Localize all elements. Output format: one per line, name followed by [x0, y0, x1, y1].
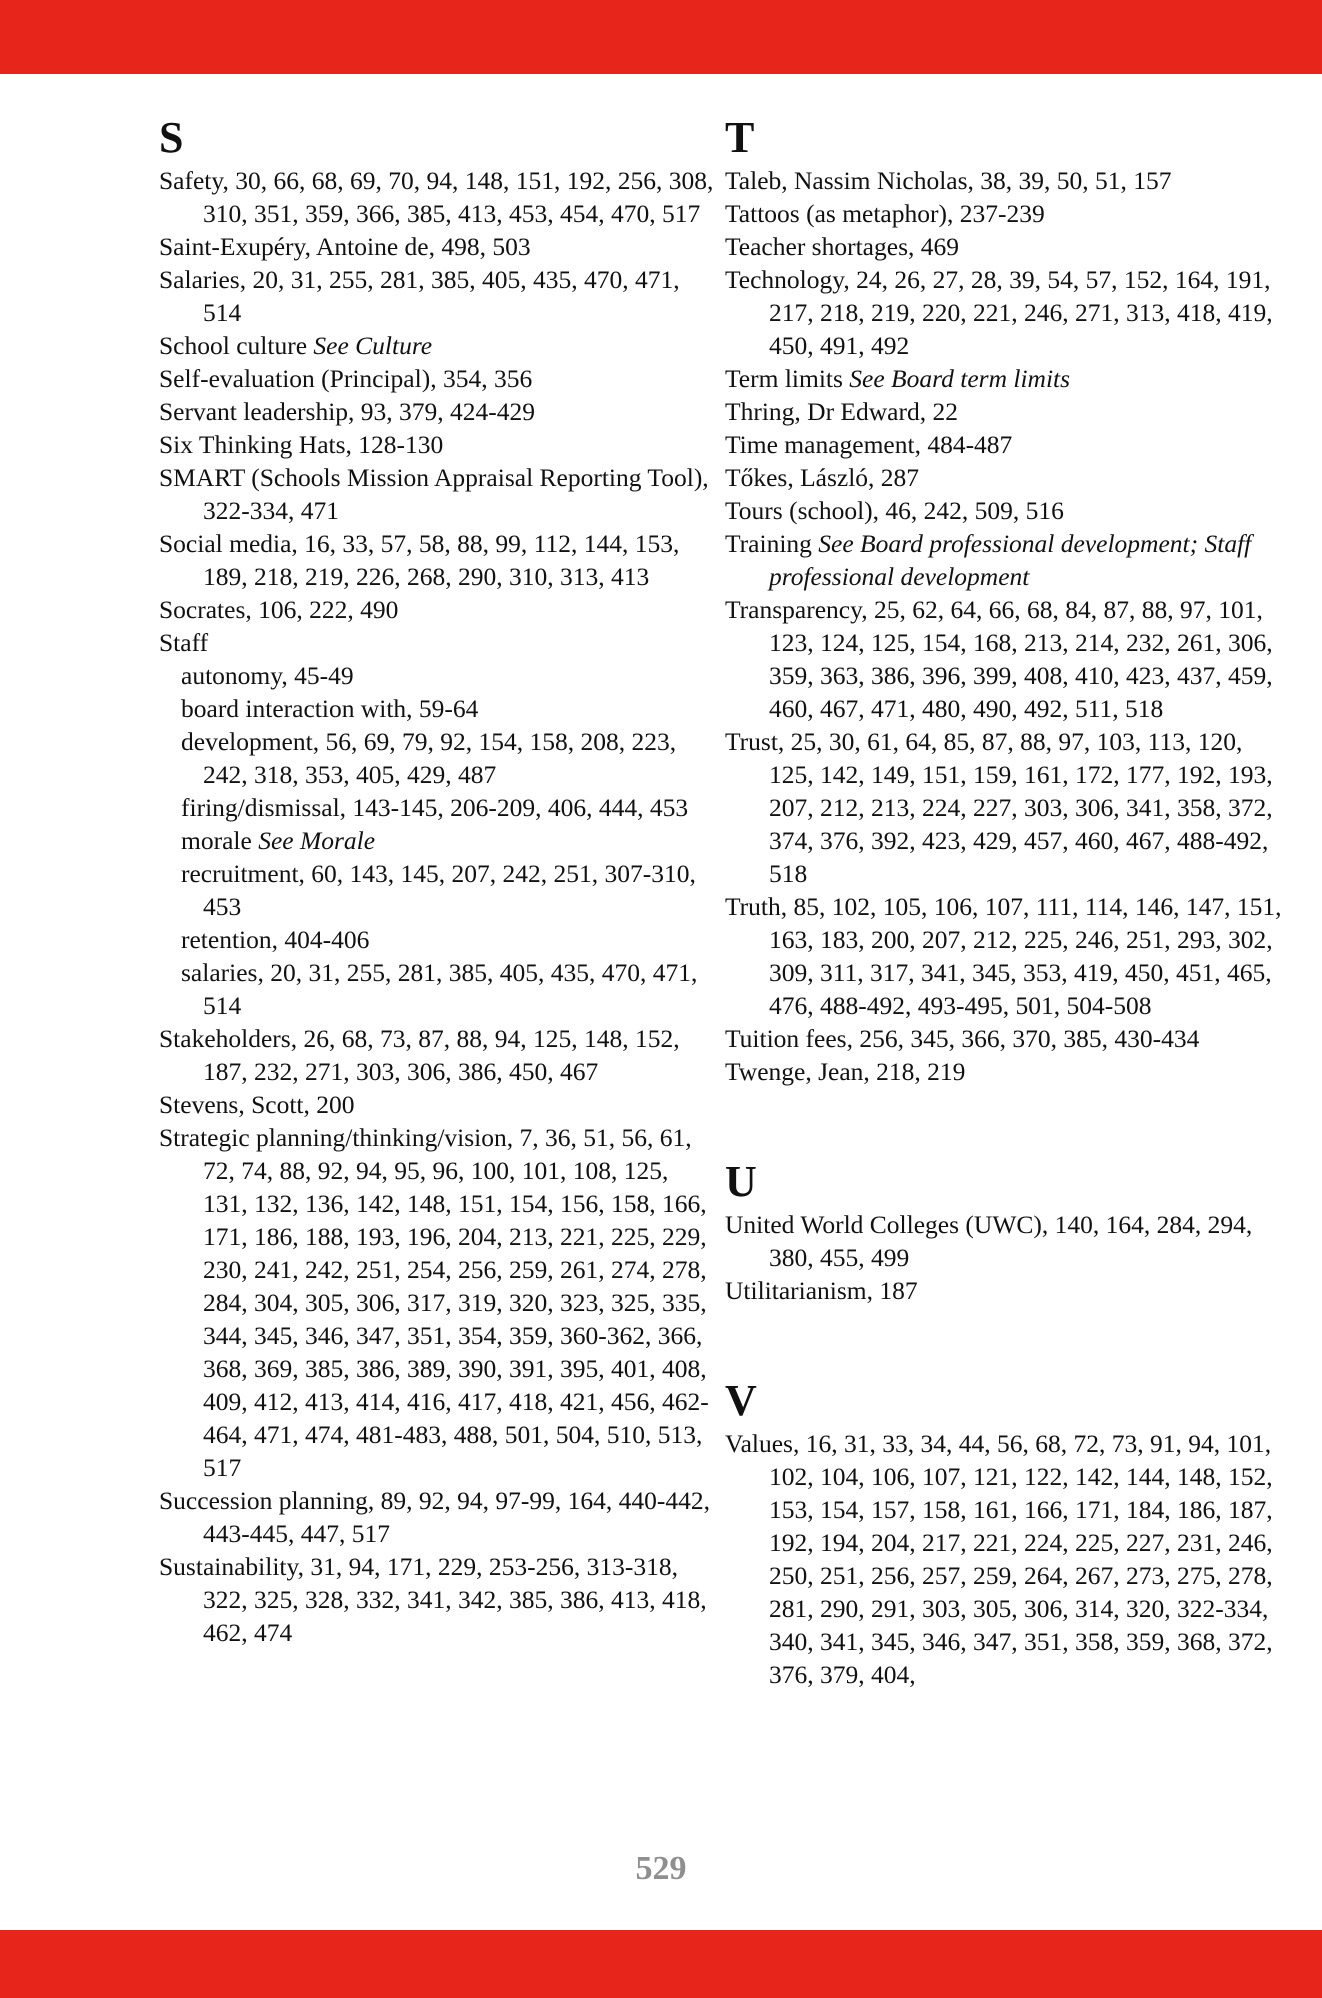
- index-entry: [159, 461, 719, 527]
- entry-text: Taleb, Nassim Nicholas, 38, 39, 50, 51, 157: [725, 166, 1172, 195]
- index-entry: [159, 1022, 719, 1088]
- section-letter: V: [725, 1376, 757, 1425]
- see-reference: See Board term limits: [849, 364, 1071, 393]
- entry-text: autonomy, 45-49: [181, 661, 354, 690]
- entry-text: Six Thinking Hats, 128-130: [159, 430, 444, 459]
- index-entry: [725, 890, 1285, 1022]
- index-column-right: [725, 110, 1285, 1691]
- entry-text: United World Colleges (UWC), 140, 164, 284, 294, 380, 455, 499: [725, 1210, 1253, 1272]
- index-subentry: [159, 692, 719, 725]
- index-column-left: [159, 110, 719, 1649]
- index-entry: [725, 593, 1285, 725]
- entry-text: Self-evaluation (Principal), 354, 356: [159, 364, 533, 393]
- entry-text: Tuition fees, 256, 345, 366, 370, 385, 430-434: [725, 1024, 1200, 1053]
- entry-text: board interaction with, 59-64: [181, 694, 479, 723]
- entry-text: SMART (Schools Mission Appraisal Reporting Tool), 322-334, 471: [159, 463, 709, 525]
- index-entry: [159, 164, 719, 230]
- see-reference: See Culture: [313, 331, 433, 360]
- index-entry: [725, 494, 1285, 527]
- index-entry: [159, 395, 719, 428]
- entry-text: Safety, 30, 66, 68, 69, 70, 94, 148, 151, 192, 256, 308, 310, 351, 359, 366, 385, 413, 453, 454, 470, 517: [159, 166, 714, 228]
- index-subentry: [159, 725, 719, 791]
- bottom-color-band: [0, 1930, 1322, 1998]
- index-entry: [725, 428, 1285, 461]
- entry-text: Transparency, 25, 62, 64, 66, 68, 84, 87, 88, 97, 101, 123, 124, 125, 154, 168, 213, 214, 232, 261, 306, 359, 363, 386, 396, 399, 408, 410, 423, 437, 459, 460, 467, 471, 480, 490, 492, 511, 518: [725, 595, 1273, 723]
- entry-text: Strategic planning/thinking/vision, 7, 36, 51, 56, 61, 72, 74, 88, 92, 94, 95, 96, 100, 101, 108, 125, 131, 132, 136, 142, 148, 151, 154, 156, 158, 166, 171, 186, 188, 193, 196, 204, 213, 221, 225, 229, 230, 241, 242, 251, 254, 256, 259, 261, 274, 278, 284, 304, 305, 306, 317, 319, 320, 323, 325, 335, 344, 345, 346, 347, 351, 354, 359, 360-362, 366, 368, 369, 385, 386, 389, 390, 391, 395, 401, 408, 409, 412, 413, 414, 416, 417, 418, 421, 456, 462-464, 471, 474, 481-483, 488, 501, 504, 510, 513, 517: [159, 1123, 709, 1482]
- entry-text: Tattoos (as metaphor), 237-239: [725, 199, 1045, 228]
- entry-text: Socrates, 106, 222, 490: [159, 595, 399, 624]
- entry-text: retention, 404-406: [181, 925, 370, 954]
- index-section-u: [725, 1158, 1285, 1307]
- entry-text: Utilitarianism, 187: [725, 1276, 918, 1305]
- section-letter: U: [725, 1157, 757, 1206]
- entry-text: Time management, 484-487: [725, 430, 1013, 459]
- page-number: 529: [635, 1850, 687, 1887]
- index-entry: [725, 197, 1285, 230]
- entry-text: Twenge, Jean, 218, 219: [725, 1057, 966, 1086]
- index-entry: [159, 230, 719, 263]
- index-subentry: [159, 824, 719, 857]
- index-entry: [159, 329, 719, 362]
- index-entry: [725, 1208, 1285, 1274]
- entry-text: Salaries, 20, 31, 255, 281, 385, 405, 435, 470, 471, 514: [159, 265, 680, 327]
- index-entry: [725, 1427, 1285, 1691]
- index-entry: [725, 527, 1285, 593]
- entry-text: Values, 16, 31, 33, 34, 44, 56, 68, 72, 73, 91, 94, 101, 102, 104, 106, 107, 121, 122, 142, 144, 148, 152, 153, 154, 157, 158, 161, 166, 171, 184, 186, 187, 192, 194, 204, 217, 221, 224, 225, 227, 231, 246, 250, 251, 256, 257, 259, 264, 267, 273, 275, 278, 281, 290, 291, 303, 305, 306, 314, 320, 322-334, 340, 341, 345, 346, 347, 351, 358, 359, 368, 372, 376, 379, 404,: [725, 1429, 1273, 1689]
- entry-text: Training: [725, 529, 819, 558]
- entry-text: Staff: [159, 628, 209, 657]
- section-letter: S: [159, 113, 184, 162]
- entry-text: Trust, 25, 30, 61, 64, 85, 87, 88, 97, 103, 113, 120, 125, 142, 149, 151, 159, 161, 172, 177, 192, 193, 207, 212, 213, 224, 227, 303, 306, 341, 358, 372, 374, 376, 392, 423, 429, 457, 460, 467, 488-492, 518: [725, 727, 1273, 888]
- index-entry: [725, 1055, 1285, 1088]
- index-subentry: [159, 923, 719, 956]
- entry-text: salaries, 20, 31, 255, 281, 385, 405, 435, 470, 471, 514: [181, 958, 698, 1020]
- entry-text: Saint-Exupéry, Antoine de, 498, 503: [159, 232, 531, 261]
- index-entry: [725, 263, 1285, 362]
- entry-text: recruitment, 60, 143, 145, 207, 242, 251, 307-310, 453: [181, 859, 696, 921]
- entry-text: School culture: [159, 331, 314, 360]
- entry-text: Tours (school), 46, 242, 509, 516: [725, 496, 1064, 525]
- index-subentry: [159, 659, 719, 692]
- index-entry: [159, 1484, 719, 1550]
- entry-text: Succession planning, 89, 92, 94, 97-99, 164, 440-442, 443-445, 447, 517: [159, 1486, 711, 1548]
- section-letter: T: [725, 113, 755, 162]
- index-entry: [159, 1088, 719, 1121]
- index-entry: [159, 362, 719, 395]
- entry-text: Thring, Dr Edward, 22: [725, 397, 958, 426]
- top-color-band: [0, 0, 1322, 74]
- entry-text: Stevens, Scott, 200: [159, 1090, 355, 1119]
- index-entry: [159, 593, 719, 626]
- index-subentry: [159, 857, 719, 923]
- entry-text: firing/dismissal, 143-145, 206-209, 406, 444, 453: [181, 793, 689, 822]
- entry-text: Stakeholders, 26, 68, 73, 87, 88, 94, 125, 148, 152, 187, 232, 271, 303, 306, 386, 450, 467: [159, 1024, 680, 1086]
- entry-text: development, 56, 69, 79, 92, 154, 158, 208, 223, 242, 318, 353, 405, 429, 487: [181, 727, 677, 789]
- entry-text: Teacher shortages, 469: [725, 232, 959, 261]
- entry-text: Term limits: [725, 364, 850, 393]
- index-section-t: [725, 114, 1285, 1088]
- index-subentry: [159, 791, 719, 824]
- index-entry: [725, 395, 1285, 428]
- entry-text: morale: [181, 826, 259, 855]
- see-reference: See Morale: [258, 826, 376, 855]
- entry-text: Servant leadership, 93, 379, 424-429: [159, 397, 536, 426]
- entry-text: Sustainability, 31, 94, 171, 229, 253-256, 313-318, 322, 325, 328, 332, 341, 342, 385, 386, 413, 418, 462, 474: [159, 1552, 707, 1647]
- entry-text: Social media, 16, 33, 57, 58, 88, 99, 112, 144, 153, 189, 218, 219, 226, 268, 290, 310, 313, 413: [159, 529, 680, 591]
- index-entry: [725, 725, 1285, 890]
- index-entry: [159, 428, 719, 461]
- index-entry: [725, 1022, 1285, 1055]
- index-entry: [725, 164, 1285, 197]
- index-entry: [725, 1274, 1285, 1307]
- index-entry: [159, 1121, 719, 1484]
- index-entry: [159, 263, 719, 329]
- entry-text: Technology, 24, 26, 27, 28, 39, 54, 57, 152, 164, 191, 217, 218, 219, 220, 221, 246, 271, 313, 418, 419, 450, 491, 492: [725, 265, 1273, 360]
- index-section-s: [159, 114, 719, 1649]
- index-section-v: [725, 1377, 1285, 1691]
- index-entry: [725, 461, 1285, 494]
- see-reference: See Board professional development; Staff professional development: [769, 529, 1252, 591]
- index-entry: [159, 527, 719, 593]
- entry-text: Truth, 85, 102, 105, 106, 107, 111, 114, 146, 147, 151, 163, 183, 200, 207, 212, 225, 246, 251, 293, 302, 309, 311, 317, 341, 345, 353, 419, 450, 451, 465, 476, 488-492, 493-495, 501, 504-508: [725, 892, 1282, 1020]
- index-entry: [725, 230, 1285, 263]
- index-entry: [725, 362, 1285, 395]
- index-subentry: [159, 956, 719, 1022]
- entry-text: Tőkes, László, 287: [725, 463, 920, 492]
- index-entry: [159, 626, 719, 659]
- index-entry: [159, 1550, 719, 1649]
